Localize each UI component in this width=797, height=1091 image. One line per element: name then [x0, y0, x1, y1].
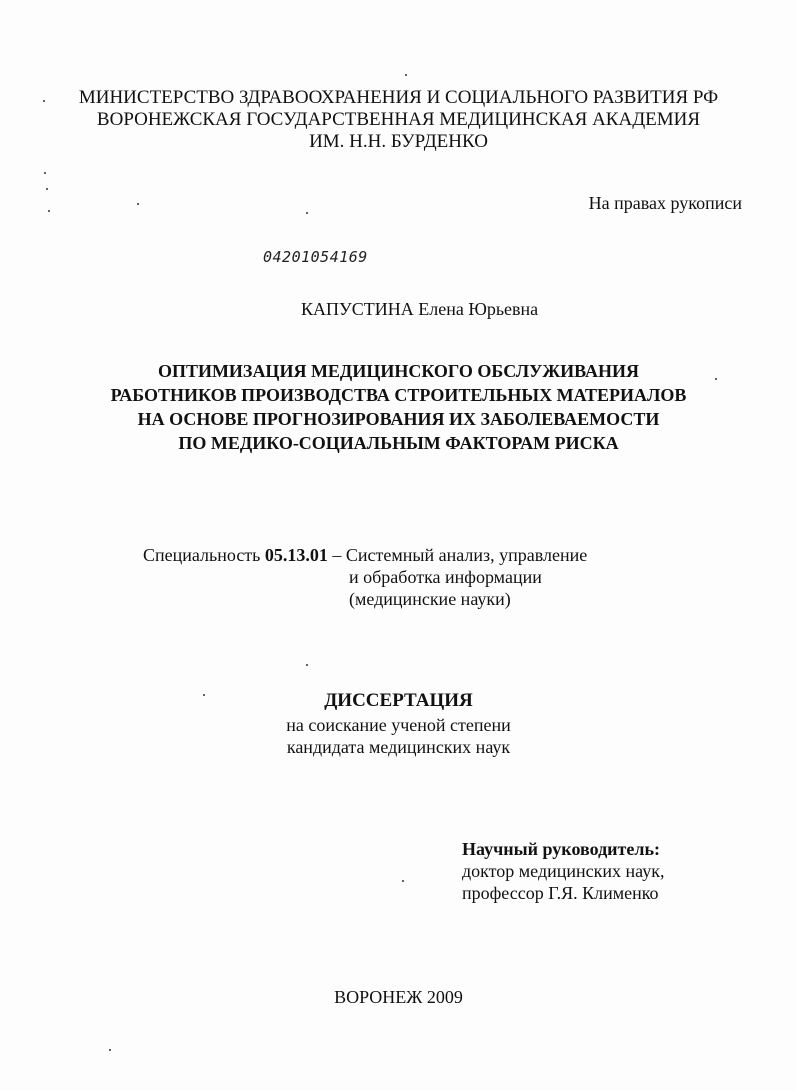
supervisor-heading: Научный руководитель: — [462, 839, 660, 859]
registration-number: 04201054169 — [263, 248, 368, 266]
scan-speck — [46, 188, 48, 190]
scan-speck — [405, 74, 407, 76]
manuscript-note: На правах рукописи — [588, 193, 742, 213]
scan-speck — [306, 664, 308, 666]
scan-speck — [306, 212, 308, 214]
specialty-code: 05.13.01 — [264, 545, 328, 565]
supervisor-degree: доктор медицинских наук, — [462, 861, 665, 881]
scan-speck — [48, 210, 50, 212]
scan-speck — [203, 694, 205, 696]
title-line-4: ПО МЕДИКО-СОЦИАЛЬНЫМ ФАКТОРАМ РИСКА — [178, 433, 619, 453]
supervisor-name: профессор Г.Я. Клименко — [462, 883, 659, 903]
ministry-line: МИНИСТЕРСТВО ЗДРАВООХРАНЕНИЯ И СОЦИАЛЬНОГО РАЗВИТИЯ РФ — [78, 87, 719, 108]
specialty-line-2: и обработка информации — [349, 567, 542, 587]
specialty-line — [143, 544, 587, 566]
dissertation-heading: ДИССЕРТАЦИЯ — [324, 690, 473, 711]
scan-speck — [715, 378, 717, 380]
scan-speck — [109, 1049, 111, 1051]
title-line-1: ОПТИМИЗАЦИЯ МЕДИЦИНСКОГО ОБСЛУЖИВАНИЯ — [157, 361, 640, 381]
specialty-line-3: (медицинские науки) — [349, 589, 511, 609]
title-line-2: РАБОТНИКОВ ПРОИЗВОДСТВА СТРОИТЕЛЬНЫХ МАТЕРИАЛОВ — [110, 385, 687, 405]
academy-line: ВОРОНЕЖСКАЯ ГОСУДАРСТВЕННАЯ МЕДИЦИНСКАЯ АКАДЕМИЯ — [96, 109, 701, 130]
specialty-label: Специальность — [143, 545, 261, 565]
academy-name-line: ИМ. Н.Н. БУРДЕНКО — [309, 131, 488, 152]
degree-line-2: кандидата медицинских наук — [286, 737, 511, 757]
scan-speck — [44, 172, 46, 174]
title-line-3: НА ОСНОВЕ ПРОГНОЗИРОВАНИЯ ИХ ЗАБОЛЕВАЕМОСТИ — [137, 409, 660, 429]
degree-line-1: на соискание ученой степени — [286, 715, 511, 735]
scan-speck — [137, 203, 139, 205]
specialty-description: – Системный анализ, управление — [332, 545, 588, 565]
scan-speck — [402, 880, 404, 882]
author-name: КАПУСТИНА Елена Юрьевна — [301, 299, 539, 319]
city-year: ВОРОНЕЖ 2009 — [334, 987, 463, 1007]
scan-speck — [43, 100, 45, 102]
